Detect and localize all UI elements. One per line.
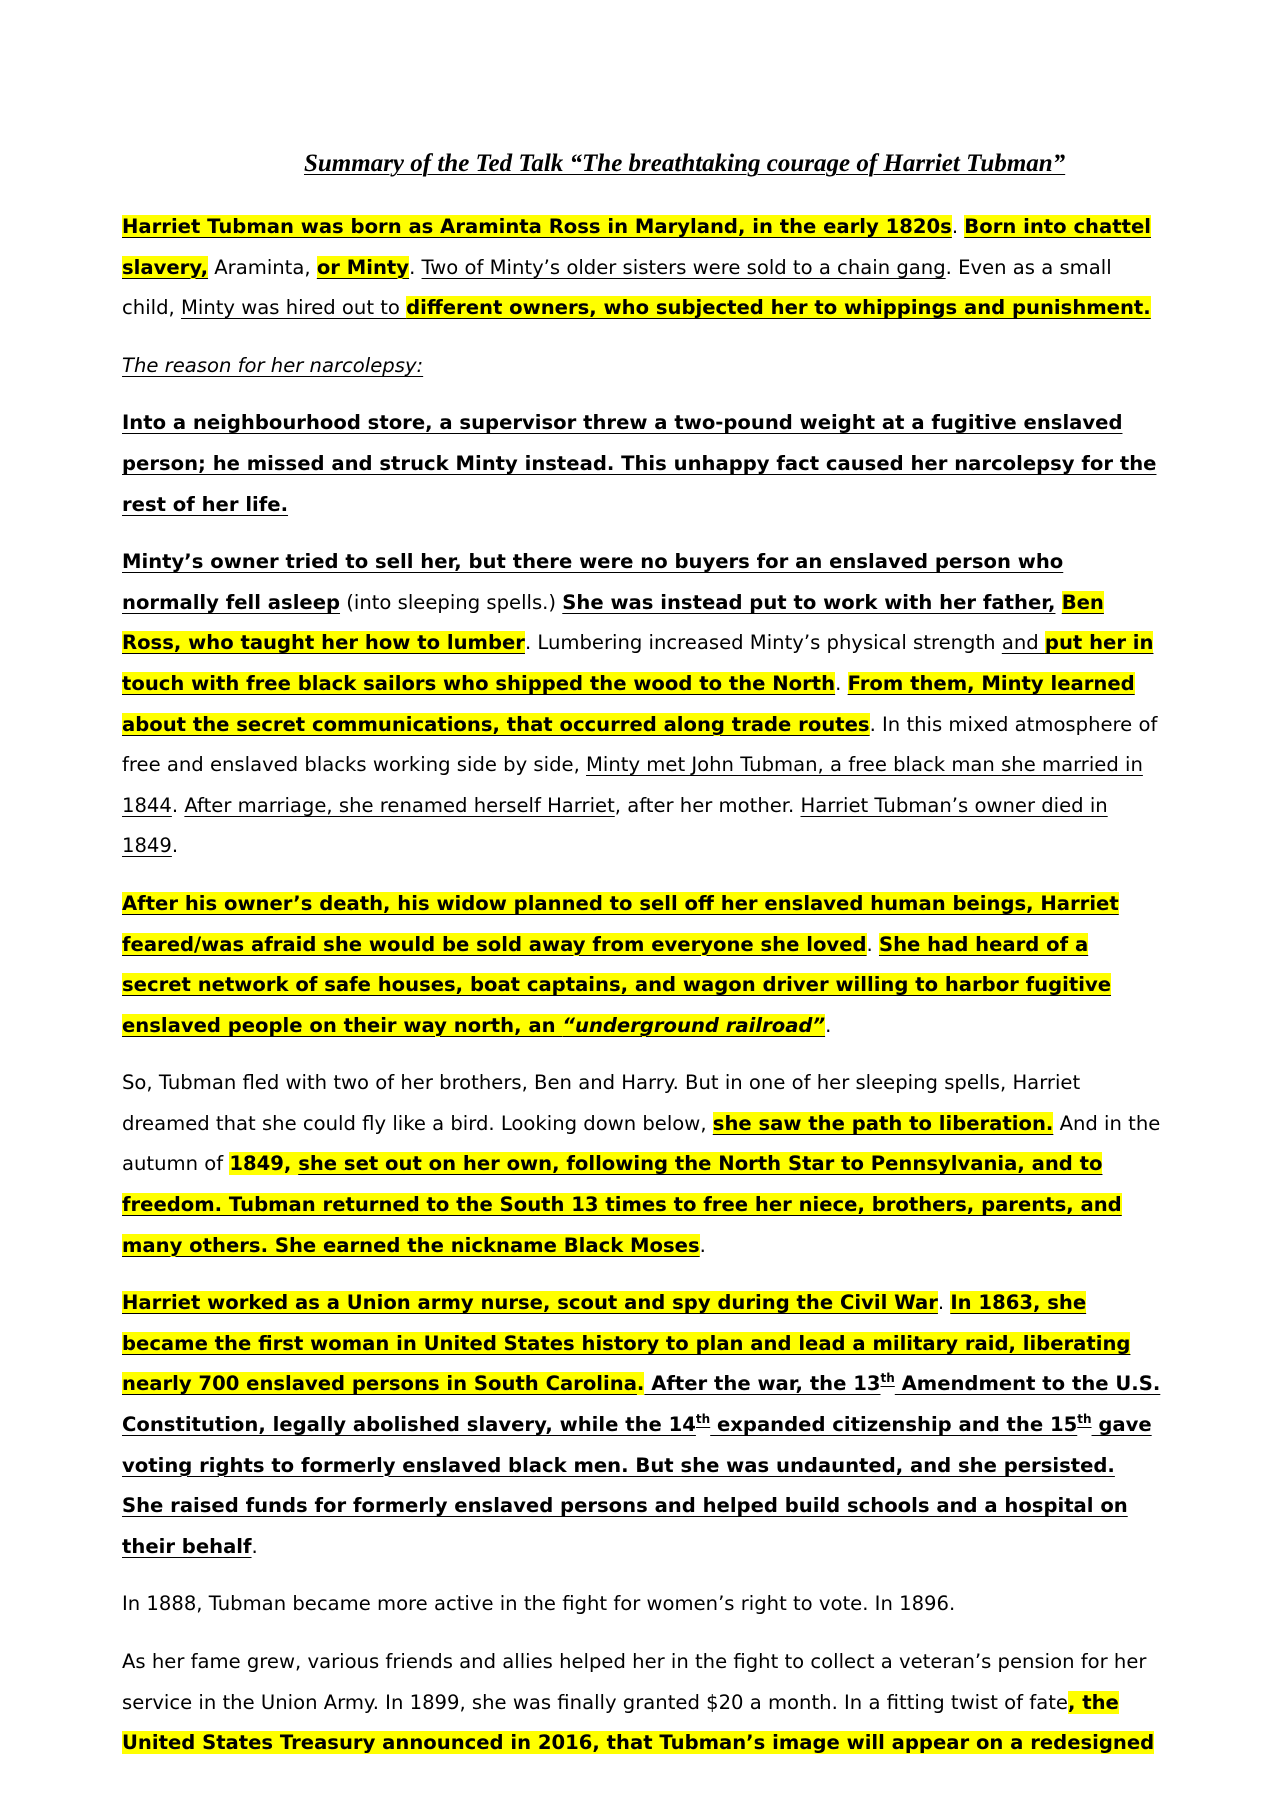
text-run: different owners, who subjected her to whippings and punishment. (406, 296, 1151, 320)
text-run: In 1863, she became the first woman in United States history to plan and lead a military raid, liberating nearly 700 enslaved persons in South Carolina (122, 1291, 1131, 1396)
text-run: . (171, 834, 179, 858)
text-run: After the war, the 13 (644, 1372, 881, 1396)
paragraph-pension (122, 1642, 1162, 1764)
text-run: she set out on her own, following the North Star to Pennsylvania, and to freedom. Tubman returned to the South 13 times to free her niece, brothers, parents, and many others. She earned the nickname Black Moses (122, 1152, 1122, 1257)
text-run: Ben Ross, who taught her how to lumber (122, 590, 1104, 655)
text-run: Two of Minty’s older sisters were sold to a chain gang (421, 255, 946, 279)
text-run: put her in touch with free black sailors who shipped the wood to the North (122, 631, 1154, 695)
text-run: Born into chattel slavery, (122, 215, 1151, 279)
text-run: And in the autumn of (122, 1111, 1161, 1176)
text-run: “underground railroad” (562, 1013, 826, 1037)
text-run: or Minty (316, 255, 410, 279)
text-run: Harriet Tubman was born as Araminta Ross in Maryland, in the early 1820s (122, 215, 952, 238)
text-run: she saw the path to liberation. (712, 1111, 1054, 1135)
text-run: Harriet worked as a Union army nurse, scout and spy during the Civil War (122, 1291, 938, 1315)
text-run: In 1888, Tubman became more active in the fight for women’s right to vote. In 1896. (122, 1592, 956, 1616)
text-run: Amendment to the U.S. Constitution, legally abolished slavery, while the 14 (122, 1372, 1161, 1437)
text-run: Araminta, (208, 255, 317, 279)
text-run: Minty was hired out to (180, 296, 407, 320)
document-body (122, 207, 1162, 1781)
paragraph-birth (122, 207, 1162, 329)
text-run: . Lumbering increased Minty’s physical strength (524, 631, 1002, 655)
text-run: expanded citizenship and the 15 (710, 1413, 1078, 1437)
text-run: (into sleeping spells.) (340, 590, 563, 614)
text-run: After marriage, she renamed herself Harriet (184, 793, 615, 817)
text-run: From them, Minty learned about the secret communications, that occurred along trade routes (122, 671, 1135, 736)
text-run: She was instead put to work with her father, (562, 590, 1056, 614)
text-run: 1849 (229, 1152, 284, 1176)
text-run: Minty’s owner tried to sell her, but there were no buyers for an enslaved person who normally fell asleep (122, 550, 1064, 614)
text-run: . (825, 1013, 832, 1037)
text-run: th (880, 1371, 895, 1386)
text-run: . (835, 671, 848, 695)
text-run: th (695, 1412, 711, 1427)
text-run: . (951, 215, 965, 238)
text-run: Harriet Tubman’s owner died in 1849 (122, 793, 1108, 858)
text-run (1055, 591, 1061, 614)
text-run: Into a neighbourhood store, a supervisor threw a two-pound weight at a fugitive enslaved person; he missed and struck Minty instead. This unhappy fact caused her narcolepsy for the rest of her life. (122, 411, 1157, 516)
text-run: gave voting rights to formerly enslaved black men. But she was undaunted, and she persisted. She raised funds for formerly enslaved persons and helped build schools and a hospital on their behalf (122, 1413, 1152, 1558)
text-run: . (409, 255, 422, 279)
text-run: and (1001, 631, 1045, 655)
paragraph-reason-heading (122, 346, 1162, 387)
document-title: Summary of the Ted Talk “The breathtaking courage of Harriet Tubman” (304, 150, 1066, 177)
text-run: As her fame grew, various friends and allies helped her in the fight to collect a veteran’s pension for her service in the Union Army. In 1899, she was finally granted $20 a month. In a fitting twist of fate (122, 1650, 1147, 1714)
text-run: After his owner’s death, his widow planned to sell off her enslaved human beings, Harriet feared/was afraid she would be sold away from everyone she loved (122, 891, 1119, 956)
text-run: . (937, 1291, 951, 1315)
text-run: . (866, 932, 879, 956)
text-run: The reason for her narcolepsy: (122, 353, 424, 377)
text-run: . (171, 793, 185, 817)
text-run: , (283, 1152, 299, 1176)
text-run: . (699, 1233, 706, 1257)
paragraph-escape (122, 1063, 1162, 1266)
text-run: . (251, 1534, 258, 1558)
paragraph-narcolepsy (122, 403, 1162, 525)
paragraph-work (122, 542, 1162, 867)
paragraph-vote (122, 1584, 1162, 1625)
paragraph-civil-war (122, 1283, 1162, 1567)
text-run: So, Tubman fled with two of her brothers, Ben and Harry. But in one of her sleeping spells, Harriet dreamed that she could fly like a bird. Looking down below, (122, 1071, 1081, 1135)
text-run: She had heard of a secret network of safe houses, boat captains, and wagon driver willing to harbor fugitive enslaved people on their way north, an (122, 932, 1112, 1037)
text-run: , after her mother. (614, 793, 801, 817)
paragraph-railroad (122, 884, 1162, 1046)
text-run: , the United States Treasury announced in 2016, that Tubman’s image will appear on a redesigned (122, 1690, 1155, 1755)
text-run: . Even as a small child, (122, 255, 1112, 320)
text-run: Minty met John Tubman, a free black man she married in 1844 (122, 753, 1143, 817)
text-run: . (636, 1372, 645, 1396)
text-run: . In this mixed atmosphere of free and enslaved blacks working side by side, (122, 712, 1158, 777)
text-run: th (1077, 1412, 1092, 1427)
